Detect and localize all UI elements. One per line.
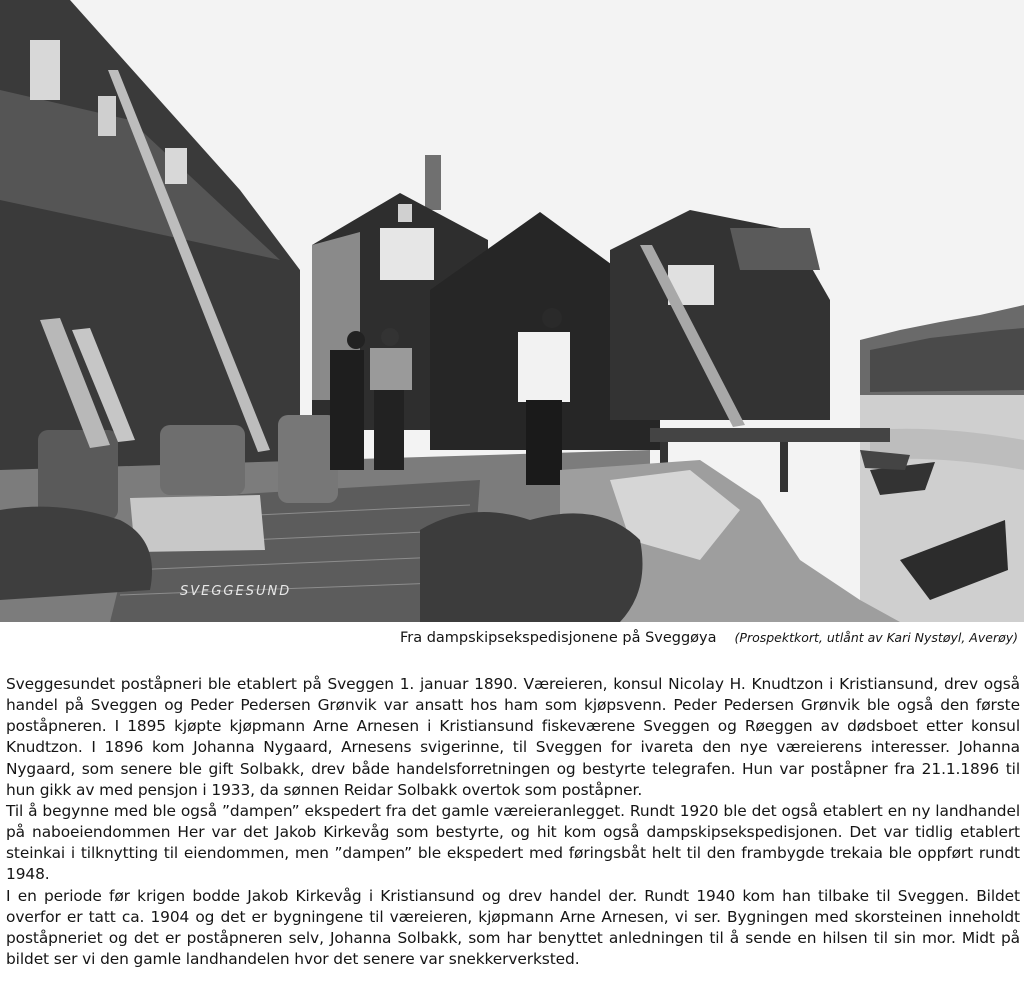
photo-stamp-text: SVEGGESUND xyxy=(180,584,292,599)
paragraph-3: I en periode før krigen bodde Jakob Kirkevåg i Kristiansund og drev handel der. Rundt 1940 kom han tilbake til Sveggen. Bildet overfor er tatt ca. 1904 og det er bygningene til væreieren, kjøpmann Arne Arnesen, vi ser. Bygningen med skorsteinen inneholdt poståpneriet og det er poståpneren selv, Johanna Solbakk, som har benyttet anledningen til å sende en hilsen til sin mor. Midt på bildet ser vi den gamle landhandelen hvor det senere var snekkerverksted. xyxy=(6,886,1020,969)
photo-caption xyxy=(0,628,1018,648)
article-body xyxy=(6,674,1020,970)
paragraph-2: Til å begynne med ble også ”dampen” ekspedert fra det gamle væreieranlegget. Rundt 1920 ble det også etablert en ny landhandel på naboeiendommen Her var det Jakob Kirkevåg som bestyrte, og hit kom også dampskipsekspedisjonen. Det var tidlig etablert steinkai i tilknytting til eiendommen, men ”dampen” ble ekspedert med føringsbåt helt til den frambygde trekaia ble oppført rundt 1948. xyxy=(6,801,1020,884)
caption-title: Fra dampskipsekspedisjonene på Sveggøya xyxy=(399,630,717,646)
paragraph-1: Sveggesundet poståpneri ble etablert på Sveggen 1. januar 1890. Væreieren, konsul Nicolay H. Knudtzon i Kristiansund, drev også handel på Sveggen og Peder Pedersen Grønvik var ansatt hos ham som kjøpsvenn. Peder Pedersen Grønvik ble også den første poståpneren. I 1895 kjøpte kjøpmann Arne Arnesen i Kristiansund fiskeværene Sveggen og Røeggen av dødsboet etter konsul Knudtzon. I 1896 kom Johanna Nygaard, Arnesens svigerinne, til Sveggen for ivareta den nye væreierens interesser. Johanna Nygaard, som senere ble gift Solbakk, drev både handelsforretningen og bestyrte telegrafen. Hun var poståpner fra 21.1.1896 til hun gikk av med pensjon i 1933, da sønnen Reidar Solbakk overtok som poståpner. xyxy=(6,675,1020,799)
caption-credit: (Prospektkort, utlånt av Kari Nystøyl, Averøy) xyxy=(734,630,1018,645)
